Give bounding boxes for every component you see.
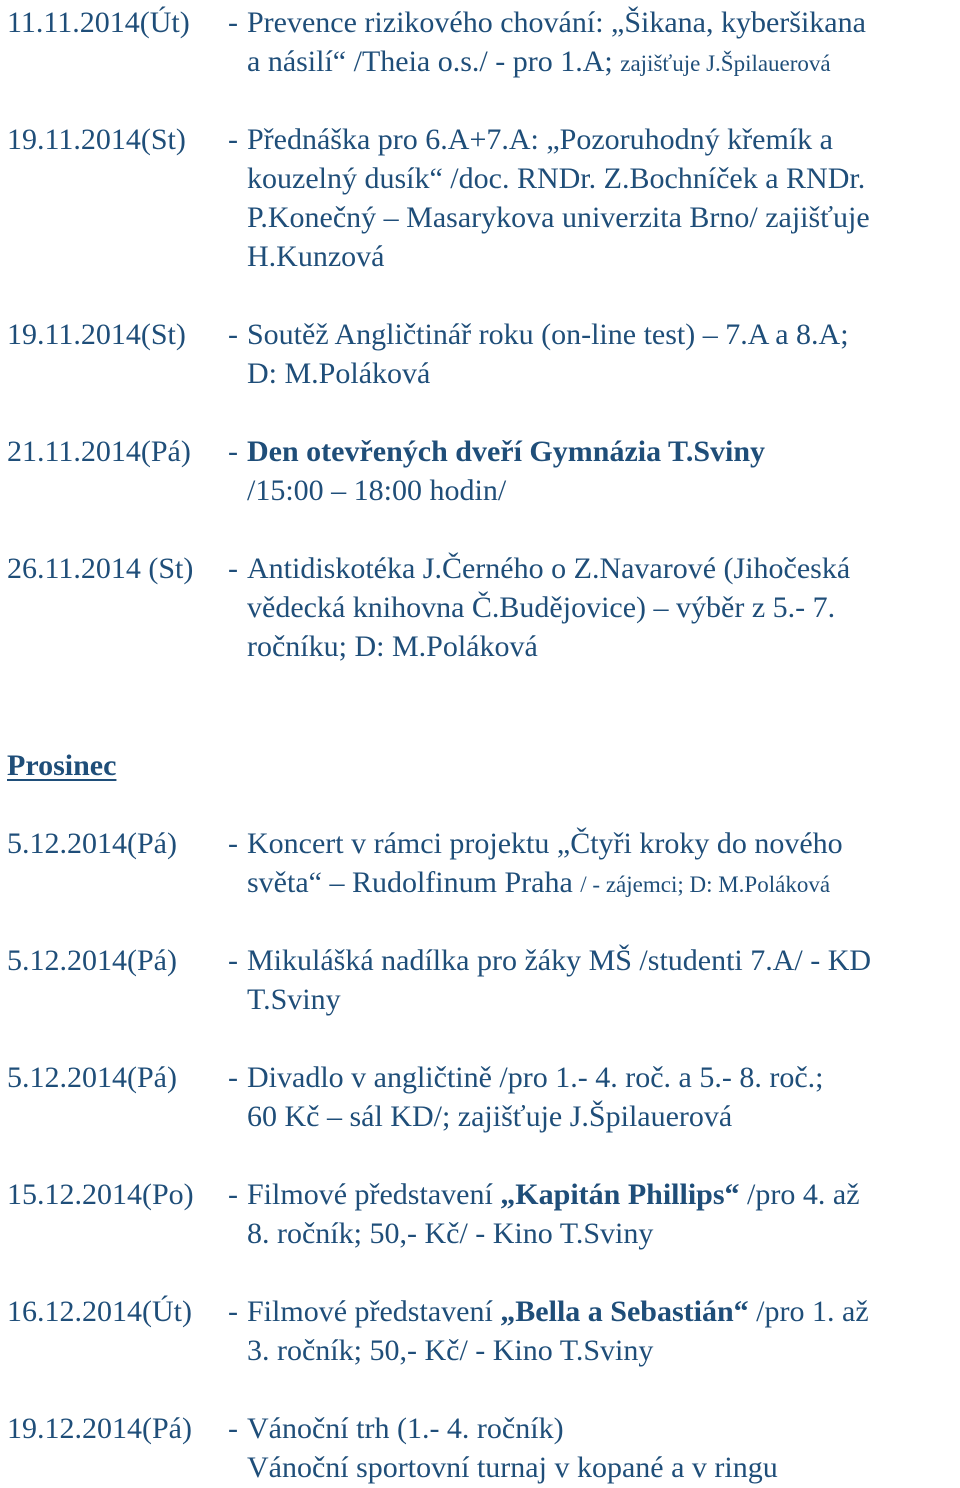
description-line [247, 1331, 959, 1370]
description-line [247, 432, 959, 471]
text-segment: „Kapitán Phillips“ [500, 1178, 740, 1211]
month-heading: Prosinec [7, 749, 117, 782]
description-line [247, 1409, 959, 1448]
description-line [247, 980, 959, 1019]
description-line [247, 315, 959, 354]
description-line [247, 1214, 959, 1253]
text-segment: Filmové představení [247, 1178, 501, 1211]
text-segment: Prevence rizikového chování: „Šikana, kyberšikana [247, 6, 866, 39]
description-line [247, 1097, 959, 1136]
event-date: 5.12.2014(Pá) [7, 1061, 177, 1094]
text-segment: Mikulášká nadílka pro žáky MŠ /studenti 7.A/ - KD [247, 944, 872, 977]
text-segment: H.Kunzová [247, 240, 385, 273]
text-segment: T.Sviny [247, 983, 341, 1016]
event-date: 19.11.2014(St) [7, 123, 186, 156]
event-date: 5.12.2014(Pá) [7, 827, 177, 860]
description-line [247, 471, 959, 510]
text-segment: „Bella a Sebastián“ [500, 1295, 749, 1328]
text-segment: a násilí“ /Theia o.s./ - pro 1.A; [247, 45, 621, 78]
event-date: 19.12.2014(Pá) [7, 1412, 192, 1445]
description-line [247, 354, 959, 393]
event-date: 5.12.2014(Pá) [7, 944, 177, 977]
description-line [247, 237, 959, 276]
text-segment: Filmové představení [247, 1295, 501, 1328]
event-dash: - [228, 318, 238, 351]
description-line [247, 863, 959, 904]
event-description [247, 1409, 959, 1487]
description-line [247, 1058, 959, 1097]
event-description [247, 432, 959, 510]
event-description [247, 1058, 959, 1136]
text-segment: 60 Kč – sál KD/; zajišťuje J.Špilauerová [247, 1100, 733, 1133]
text-segment: /15:00 – 18:00 hodin/ [247, 474, 507, 507]
description-line [247, 1175, 959, 1214]
text-segment: / - zájemci; D: M.Poláková [580, 872, 831, 897]
event-description [247, 1292, 959, 1370]
text-segment: D: M.Poláková [247, 357, 431, 390]
event-date: 15.12.2014(Po) [7, 1178, 194, 1211]
text-segment: /pro 1. až [748, 1295, 869, 1328]
description-line [247, 198, 959, 237]
description-line [247, 588, 959, 627]
description-line [247, 1292, 959, 1331]
event-dash: - [228, 1412, 238, 1445]
text-segment: 3. ročník; 50,- Kč/ - Kino T.Sviny [247, 1334, 654, 1367]
description-line [247, 120, 959, 159]
event-dash: - [228, 944, 238, 977]
event-description [247, 1175, 959, 1253]
text-segment: vědecká knihovna Č.Budějovice) – výběr z 5.- 7. [247, 591, 836, 624]
event-description [247, 824, 959, 904]
text-segment: Antidiskotéka J.Černého o Z.Navarové (Jihočeská [247, 552, 851, 585]
text-segment: Vánoční trh (1.- 4. ročník) [247, 1412, 564, 1445]
event-description [247, 941, 959, 1019]
text-segment: zajišťuje J.Špilauerová [620, 51, 831, 76]
event-date: 11.11.2014(Út) [7, 6, 190, 39]
description-line [247, 159, 959, 198]
text-segment: /pro 4. až [739, 1178, 860, 1211]
event-dash: - [228, 1061, 238, 1094]
text-segment: kouzelný dusík“ /doc. RNDr. Z.Bochníček a RNDr. [247, 162, 866, 195]
event-dash: - [228, 6, 238, 39]
text-segment: Divadlo v angličtině /pro 1.- 4. roč. a 5.- 8. roč.; [247, 1061, 824, 1094]
text-segment: Soutěž Angličtinář roku (on-line test) – 7.A a 8.A; [247, 318, 849, 351]
description-line [247, 3, 959, 42]
event-date: 19.11.2014(St) [7, 318, 186, 351]
description-line [247, 941, 959, 980]
text-segment: ročníku; D: M.Poláková [247, 630, 538, 663]
text-segment: Koncert v rámci projektu „Čtyři kroky do nového [247, 827, 843, 860]
event-dash: - [228, 435, 238, 468]
event-dash: - [228, 1178, 238, 1211]
text-segment: P.Konečný – Masarykova univerzita Brno/ zajišťuje [247, 201, 870, 234]
event-dash: - [228, 827, 238, 860]
text-segment: Vánoční sportovní turnaj v kopané a v ringu [247, 1451, 778, 1484]
event-dash: - [228, 552, 238, 585]
event-date: 16.12.2014(Út) [7, 1295, 192, 1328]
event-dash: - [228, 123, 238, 156]
description-line [247, 549, 959, 588]
event-date: 21.11.2014(Pá) [7, 435, 191, 468]
event-description [247, 315, 959, 393]
event-description [247, 3, 959, 83]
event-dash: - [228, 1295, 238, 1328]
description-line [247, 627, 959, 666]
description-line [247, 1448, 959, 1487]
text-segment: 8. ročník; 50,- Kč/ - Kino T.Sviny [247, 1217, 654, 1250]
text-segment: Den otevřených dveří Gymnázia T.Sviny [247, 435, 766, 468]
event-description [247, 120, 959, 276]
text-segment: světa“ – Rudolfinum Praha [247, 866, 581, 899]
description-line [247, 42, 959, 83]
description-line [247, 824, 959, 863]
text-segment: Přednáška pro 6.A+7.A: „Pozoruhodný křemík a [247, 123, 833, 156]
event-date: 26.11.2014 (St) [7, 552, 194, 585]
event-description [247, 549, 959, 666]
